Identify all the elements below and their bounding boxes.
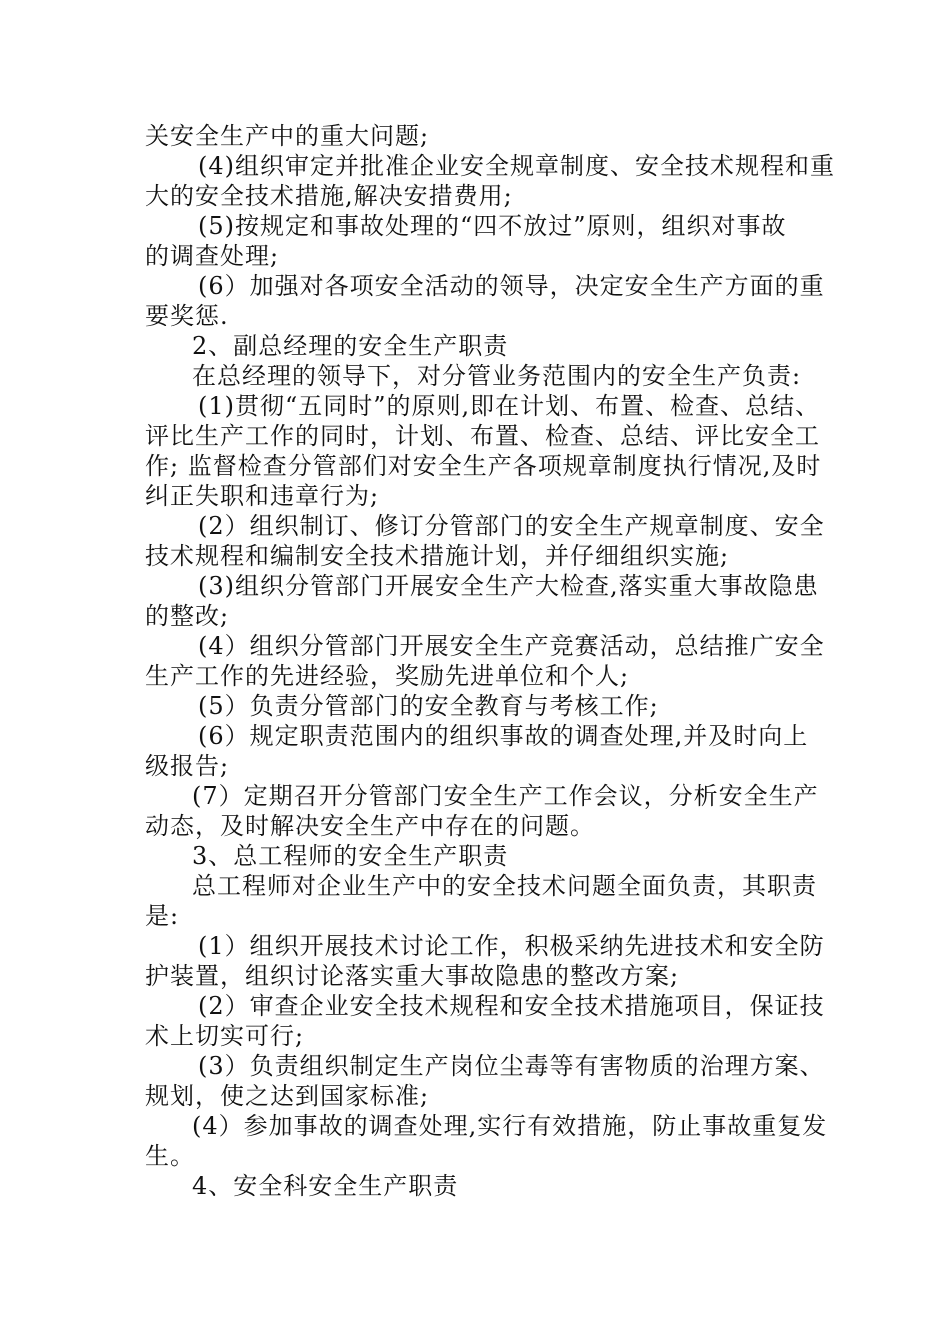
text-line: 作; 监督检查分管部们对安全生产各项规章制度执行情况,及时: [145, 452, 822, 480]
text-line: 的调查处理;: [145, 242, 280, 270]
text-line: (4)组织审定并批准企业安全规章制度、安全技术规程和重: [198, 152, 835, 180]
text-line: 术上切实可行;: [145, 1022, 305, 1050]
text-line: 要奖惩.: [145, 302, 229, 330]
text-line: 关安全生产中的重大问题;: [145, 122, 430, 150]
text-line: 大的安全技术措施,解决安措费用;: [145, 182, 513, 210]
text-line: (1）组织开展技术讨论工作，积极采纳先进技术和安全防: [198, 932, 825, 960]
text-line: (4）组织分管部门开展安全生产竞赛活动，总结推广安全: [198, 632, 825, 660]
text-line: (1)贯彻“五同时”的原则,即在计划、布置、检查、总结、: [198, 392, 821, 420]
text-line: 评比生产工作的同时，计划、布置、检查、总结、评比安全工: [145, 422, 820, 450]
text-line: 动态，及时解决安全生产中存在的问题。: [145, 812, 595, 840]
section-heading: 2、副总经理的安全生产职责: [192, 332, 509, 360]
text-line: (5）负责分管部门的安全教育与考核工作;: [198, 692, 659, 720]
text-line: (2）审查企业安全技术规程和安全技术措施项目，保证技: [198, 992, 825, 1020]
text-line: 生产工作的先进经验，奖励先进单位和个人;: [145, 662, 630, 690]
text-line: (7）定期召开分管部门安全生产工作会议，分析安全生产: [192, 782, 819, 810]
text-line: (4）参加事故的调查处理,实行有效措施，防止事故重复发: [192, 1112, 828, 1140]
text-line: 总工程师对企业生产中的安全技术问题全面负责，其职责: [192, 872, 817, 900]
text-line: 是:: [145, 902, 180, 930]
text-line: 技术规程和编制安全技术措施计划，并仔细组织实施;: [145, 542, 730, 570]
section-heading: 3、总工程师的安全生产职责: [192, 842, 509, 870]
text-line: (3)组织分管部门开展安全生产大检查,落实重大事故隐患: [198, 572, 819, 600]
text-line: (2）组织制订、修订分管部门的安全生产规章制度、安全: [198, 512, 825, 540]
section-heading: 4、安全科安全生产职责: [192, 1172, 459, 1200]
text-line: 的整改;: [145, 602, 230, 630]
text-line: (3）负责组织制定生产岗位尘毒等有害物质的治理方案、: [198, 1052, 825, 1080]
text-line: 护装置，组织讨论落实重大事故隐患的整改方案;: [145, 962, 680, 990]
text-line: 纠正失职和违章行为;: [145, 482, 380, 510]
text-line: (5)按规定和事故处理的“四不放过”原则，组织对事故: [198, 212, 787, 240]
text-line: (6）规定职责范围内的组织事故的调查处理,并及时向上: [198, 722, 809, 750]
text-line: 生。: [145, 1142, 195, 1170]
text-line: (6）加强对各项安全活动的领导，决定安全生产方面的重: [198, 272, 825, 300]
text-line: 级报告;: [145, 752, 230, 780]
text-line: 规划，使之达到国家标准;: [145, 1082, 430, 1110]
text-line: 在总经理的领导下，对分管业务范围内的安全生产负责:: [192, 362, 802, 390]
